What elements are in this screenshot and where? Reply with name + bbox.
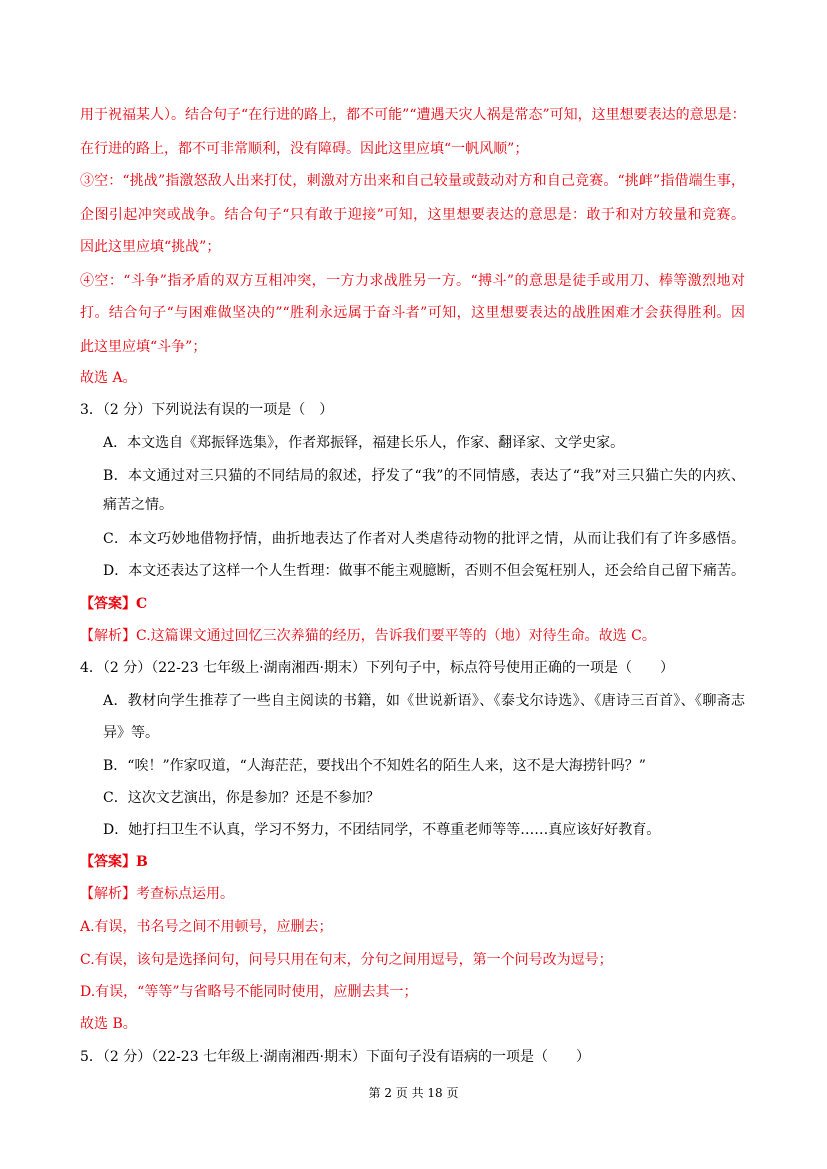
answer-explanation-line: 打。结合句子“与困难做坚决的”“胜利永远属于奋斗者”可知，这里想要表达的战胜困难才会获得胜利。因	[80, 305, 745, 321]
option-line: A．本文选自《郑振铎选集》，作者郑振铎，福建长乐人，作家、翻译家、文学史家。	[103, 435, 625, 451]
option-line: C．本文巧妙地借物抒情，曲折地表达了作者对人类虐待动物的批评之情，从而让我们有了许多感悟。	[103, 531, 745, 547]
option-line: B．“唉！”作家叹道，“人海茫茫，要找出个不知姓名的陌生人来，这不是大海捞针吗？”	[103, 758, 646, 774]
option-line: 异》等。	[103, 725, 159, 741]
answer-explanation-line: C.有误，该句是选择问句，问号只用在句末，分句之间用逗号，第一个问号改为逗号；	[80, 952, 613, 968]
question-line: 4．（2 分）（22-23 七年级上·湖南湘西·期末）下列句子中，标点符号使用正确的一项是（ ）	[80, 660, 674, 676]
answer-explanation-line: 因此这里应填“挑战”；	[80, 239, 221, 255]
option-line: C．这次文艺演出，你是参加？还是不参加？	[103, 790, 380, 806]
answer-explanation-line: 企图引起冲突或战争。结合句子“只有敢于迎接”可知，这里想要表达的意思是：敢于和对方较量和竞赛。	[80, 207, 745, 223]
answer-explanation-line: ③空：“挑战”指激怒敌人出来打仗，刺激对方出来和自己较量或鼓动对方和自己竞赛。“挑衅”指借端生事，	[80, 173, 745, 189]
answer-explanation-line: 此这里应填“斗争”；	[80, 339, 207, 355]
answer-explanation-line: 【答案】B	[80, 854, 148, 870]
answer-explanation-line: 【解析】考查标点运用。	[80, 886, 234, 902]
answer-explanation-line: 在行进的路上，都不可非常顺利，没有障碍。因此这里应填“一帆风顺”；	[80, 141, 529, 157]
question-line: 3．（2 分）下列说法有误的一项是（ ）	[80, 402, 334, 418]
answer-explanation-line: A.有误，书名号之间不用顿号，应删去；	[80, 919, 333, 935]
answer-explanation-line: 故选 A。	[80, 370, 137, 386]
option-line: A．教材向学生推荐了一些自主阅读的书籍，如《世说新语》、《泰戈尔诗选》、《唐诗三百首》、《聊斋志	[103, 693, 745, 709]
answer-explanation-line: 用于祝福某人）。结合句子“在行进的路上，都不可能”“遭遇天灾人祸是常态”可知，这里想要表达的意思是：	[80, 107, 746, 123]
question-line: 5．（2 分）（22-23 七年级上·湖南湘西·期末）下面句子没有语病的一项是（ ）	[80, 1049, 590, 1065]
option-line: D．本文还表达了这样一个人生哲理：做事不能主观臆断，否则不但会冤枉别人，还会给自己留下痛苦。	[103, 563, 745, 579]
answer-explanation-line: D.有误，“等等”与省略号不能同时使用，应删去其一；	[80, 984, 418, 1000]
answer-explanation-line: ④空：“斗争”指矛盾的双方互相冲突，一方力求战胜另一方。“搏斗”的意思是徒手或用刀、棒等激烈地对	[80, 273, 745, 289]
answer-explanation-line: 【答案】C	[80, 596, 148, 612]
page-footer: 第 2 页 共 18 页	[368, 1086, 459, 1100]
option-line: B．本文通过对三只猫的不同结局的叙述，抒发了“我”的不同情感，表达了“我”对三只猫亡失的内疚、	[103, 468, 745, 484]
option-line: 痛苦之情。	[103, 497, 173, 513]
answer-explanation-line: 故选 B。	[80, 1016, 137, 1032]
option-line: D．她打扫卫生不认真，学习不努力，不团结同学，不尊重老师等等……真应该好好教育。	[103, 822, 661, 838]
answer-explanation-line: 【解析】C.这篇课文通过回忆三次养猫的经历，告诉我们要平等的（地）对待生命。故选 C。	[80, 628, 656, 644]
